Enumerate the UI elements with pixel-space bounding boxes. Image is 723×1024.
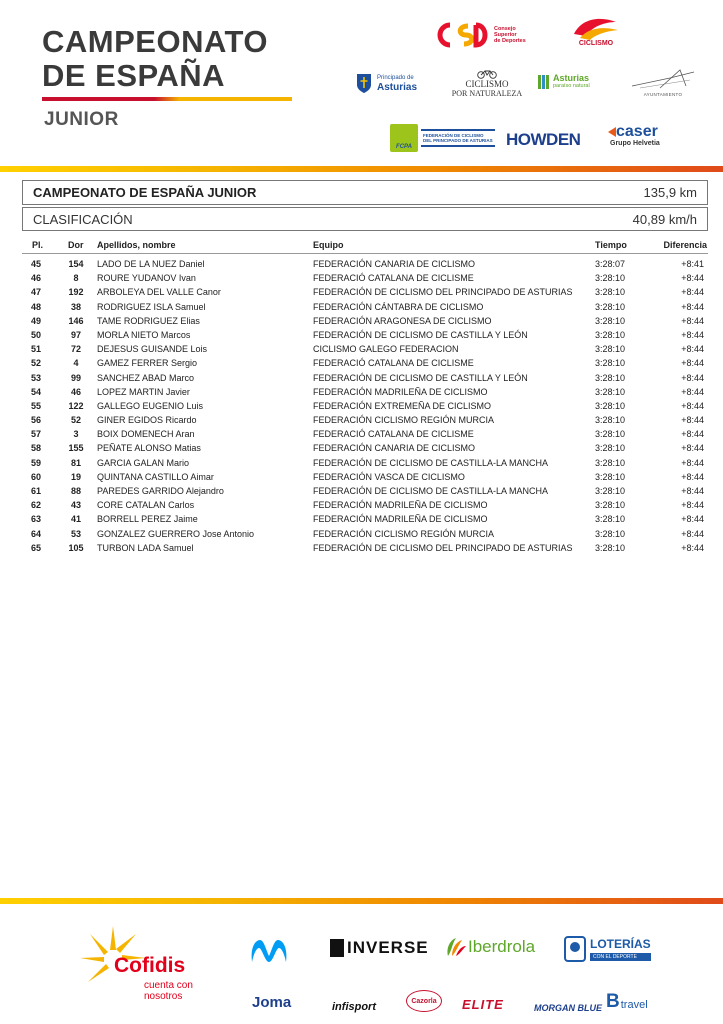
cell-name: GALLEGO EUGENIO Luis — [97, 400, 204, 411]
cell-diff: +8:44 — [681, 528, 704, 539]
cell-team: FEDERACIÓN CANARIA DE CICLISMO — [313, 259, 476, 269]
cell-pl: 63 — [30, 514, 41, 525]
cell-pl: 57 — [30, 429, 41, 440]
asturias-pn-text-2: paraíso natural — [553, 83, 590, 89]
header-team: Equipo — [313, 240, 344, 250]
cell-time: 3:28:10 — [595, 443, 626, 454]
cell-dor: 99 — [70, 372, 81, 383]
cell-dor: 38 — [70, 301, 81, 312]
iberdrola-text: Iberdrola — [468, 937, 536, 956]
title-underline — [42, 97, 292, 101]
cell-name: PAREDES GARRIDO Alejandro — [97, 486, 224, 496]
loterias-text-1: LOTERÍAS — [590, 936, 651, 951]
loterias-logo — [564, 936, 651, 962]
fcpa-text-1: FEDERACIÓN DE CICLISMO — [423, 133, 484, 138]
caser-arrow-icon — [608, 127, 616, 137]
cell-team: FEDERACIÓN EXTREMEÑA DE CICLISMO — [313, 400, 492, 411]
page-title-line2: DE ESPAÑA — [42, 58, 226, 93]
asturias-text-1: Principado de — [377, 75, 414, 81]
cell-time: 3:28:10 — [595, 400, 626, 411]
cell-dor: 122 — [68, 400, 84, 411]
cell-diff: +8:44 — [681, 500, 704, 511]
cazorla-logo — [406, 990, 442, 1012]
cell-dor: 53 — [70, 528, 81, 539]
morgan-blue-logo — [534, 998, 602, 1016]
race-distance: 135,9 km — [643, 185, 697, 200]
cell-diff: +8:44 — [681, 429, 704, 440]
csd-mark-icon — [434, 20, 490, 50]
cell-time: 3:28:10 — [595, 542, 626, 553]
race-name: CAMPEONATO DE ESPAÑA JUNIOR — [33, 185, 257, 200]
footer-color-band — [0, 898, 723, 904]
cell-diff: +8:44 — [681, 315, 704, 326]
fcpa-badge-icon — [390, 124, 418, 152]
cell-dor: 46 — [70, 386, 81, 397]
cell-name: SANCHEZ ABAD Marco — [97, 372, 195, 383]
cell-diff: +8:44 — [681, 329, 704, 340]
cell-name: CORE CATALAN Carlos — [97, 500, 195, 511]
btravel-text: travel — [620, 999, 648, 1011]
cofidis-tagline-2: nosotros — [144, 991, 183, 1002]
cell-pl: 49 — [30, 315, 41, 326]
cell-name: LADO DE LA NUEZ Daniel — [97, 259, 205, 269]
cell-pl: 60 — [30, 471, 41, 482]
average-speed: 40,89 km/h — [632, 211, 697, 227]
asturias-pn-bars-icon — [538, 75, 549, 89]
cell-dor: 105 — [68, 542, 84, 553]
table-row — [22, 441, 708, 455]
fcpa-text-2: DEL PRINCIPADO DE ASTURIAS — [423, 138, 493, 143]
cell-pl: 64 — [30, 528, 41, 539]
cell-team: FEDERACIÓN CÁNTABRA DE CICLISMO — [313, 301, 484, 312]
cell-pl: 45 — [30, 259, 41, 269]
table-row — [22, 257, 708, 271]
cell-diff: +8:44 — [681, 457, 704, 468]
cell-diff: +8:44 — [681, 471, 704, 482]
cell-time: 3:28:10 — [595, 315, 626, 326]
inverse-logo — [330, 938, 429, 958]
cofidis-text: Cofidis — [114, 954, 186, 977]
cell-time: 3:28:10 — [595, 344, 626, 355]
btravel-logo — [606, 992, 648, 1011]
table-row — [22, 342, 708, 356]
results-table-header — [22, 240, 708, 254]
cofidis-tagline-1: cuenta con — [144, 980, 193, 991]
cell-name: TAME RODRIGUEZ Elias — [97, 315, 200, 326]
cell-time: 3:28:10 — [595, 429, 626, 440]
cell-name: LOPEZ MARTIN Javier — [97, 386, 190, 397]
table-row — [22, 399, 708, 413]
cell-team: FEDERACIÓN DE CICLISMO DE CASTILLA Y LEÓN — [313, 329, 528, 340]
cell-name: GARCIA GALAN Mario — [97, 457, 190, 468]
cell-time: 3:28:10 — [595, 287, 626, 298]
cell-name: BORRELL PEREZ Jaime — [97, 514, 198, 525]
csd-text-3: de Deportes — [494, 38, 526, 44]
cell-time: 3:28:10 — [595, 301, 626, 312]
cell-diff: +8:44 — [681, 415, 704, 426]
cell-dor: 41 — [70, 514, 81, 525]
cell-diff: +8:41 — [681, 259, 704, 269]
cofidis-logo — [78, 924, 228, 1014]
cell-name: ROURE YUDANOV Ivan — [97, 273, 196, 284]
rfec-wings-icon — [570, 14, 622, 42]
table-row — [22, 512, 708, 526]
cell-time: 3:28:10 — [595, 372, 626, 383]
classification-info-box — [22, 207, 708, 231]
cell-team: FEDERACIÓN DE CICLISMO DE CASTILLA Y LEÓN — [313, 372, 528, 383]
movistar-m-icon — [248, 936, 290, 966]
cell-diff: +8:44 — [681, 358, 704, 369]
table-row — [22, 527, 708, 541]
cell-dor: 97 — [70, 329, 81, 340]
cell-team: FEDERACIÓ CATALANA DE CICLISME — [313, 429, 474, 440]
cell-dor: 192 — [68, 287, 84, 298]
table-row — [22, 385, 708, 399]
cell-name: DEJESUS GUISANDE Lois — [97, 344, 208, 355]
cell-team: FEDERACIÓN MADRILEÑA DE CICLISMO — [313, 386, 488, 397]
cell-dor: 19 — [70, 471, 81, 482]
morgan-blue-text: MORGAN BLUE — [534, 1003, 602, 1013]
cell-dor: 155 — [68, 443, 84, 454]
ciclismo-text-2: POR NATURALEZA — [451, 89, 523, 98]
cell-time: 3:28:10 — [595, 386, 626, 397]
caser-text: caser — [616, 123, 658, 140]
table-row — [22, 356, 708, 370]
cell-team: FEDERACIÓN CANARIA DE CICLISMO — [313, 443, 476, 454]
cell-diff: +8:44 — [681, 542, 704, 553]
elite-text: ELITE — [462, 997, 504, 1012]
joma-logo — [252, 994, 291, 1012]
csd-text-2: Superior — [494, 32, 517, 38]
iberdrola-logo — [444, 936, 535, 958]
cell-time: 3:28:10 — [595, 329, 626, 340]
cell-dor: 146 — [68, 315, 84, 326]
fcpa-logo — [390, 124, 495, 152]
cell-pl: 51 — [30, 344, 41, 355]
cell-pl: 59 — [30, 457, 41, 468]
cell-dor: 81 — [70, 457, 81, 468]
table-row — [22, 314, 708, 328]
infisport-logo — [332, 997, 376, 1015]
cell-name: GINER EGIDOS Ricardo — [97, 415, 197, 426]
cell-time: 3:28:10 — [595, 457, 626, 468]
cell-name: MORLA NIETO Marcos — [97, 329, 191, 340]
cell-team: FEDERACIÓN CICLISMO REGIÓN MURCIA — [313, 415, 495, 426]
cell-dor: 88 — [70, 486, 81, 496]
header-dor: Dor — [68, 240, 84, 250]
aviles-text: AYUNTAMIENTO — [643, 92, 683, 97]
header-color-band — [0, 166, 723, 172]
aviles-logo — [628, 66, 698, 97]
cell-team: FEDERACIÓ CATALANA DE CICLISME — [313, 273, 474, 284]
cell-pl: 65 — [30, 542, 41, 553]
aviles-mark-icon — [630, 66, 696, 92]
howden-logo — [506, 130, 580, 150]
page-title: CAMPEONATO — [42, 24, 269, 59]
cell-time: 3:28:10 — [595, 415, 626, 426]
table-row — [22, 271, 708, 285]
iberdrola-leaves-icon — [444, 936, 466, 958]
cell-diff: +8:44 — [681, 287, 704, 298]
table-row — [22, 427, 708, 441]
cell-diff: +8:44 — [681, 372, 704, 383]
cell-dor: 43 — [70, 500, 81, 511]
cell-name: QUINTANA CASTILLO Aimar — [97, 471, 214, 482]
bicycle-icon — [477, 70, 497, 79]
cell-team: CICLISMO GALEGO FEDERACION — [313, 344, 459, 355]
cell-pl: 50 — [30, 329, 41, 340]
ciclismo-naturaleza-logo — [446, 70, 528, 98]
cell-team: FEDERACIÓN MADRILEÑA DE CICLISMO — [313, 514, 488, 525]
cell-pl: 47 — [30, 287, 41, 298]
caser-logo — [608, 124, 660, 147]
cell-dor: 52 — [70, 415, 81, 426]
cell-pl: 54 — [30, 386, 41, 397]
cell-dor: 3 — [73, 429, 79, 440]
header-pl: Pl. — [32, 240, 44, 250]
table-row — [22, 328, 708, 342]
cell-time: 3:28:10 — [595, 500, 626, 511]
caser-subtext: Grupo Helvetia — [610, 140, 660, 147]
cell-team: FEDERACIÓN VASCA DE CICLISMO — [313, 471, 465, 482]
btravel-b-icon: B — [606, 991, 620, 1012]
table-row — [22, 371, 708, 385]
cell-time: 3:28:10 — [595, 486, 626, 496]
cell-diff: +8:44 — [681, 443, 704, 454]
cell-name: ARBOLEYA DEL VALLE Canor — [97, 287, 221, 298]
table-row — [22, 484, 708, 498]
cell-team: FEDERACIÓN DE CICLISMO DEL PRINCIPADO DE ASTURIAS — [313, 287, 573, 298]
cell-team: FEDERACIÓ CATALANA DE CICLISME — [313, 358, 474, 369]
page-subtitle: JUNIOR — [44, 109, 119, 130]
cell-pl: 58 — [30, 443, 41, 454]
cell-diff: +8:44 — [681, 386, 704, 397]
cell-time: 3:28:10 — [595, 514, 626, 525]
cell-dor: 8 — [73, 273, 79, 284]
loterias-text-2: CON EL DEPORTE — [590, 953, 651, 961]
table-row — [22, 498, 708, 512]
asturias-logo — [356, 72, 417, 94]
cell-diff: +8:44 — [681, 400, 704, 411]
race-info-box — [22, 180, 708, 205]
cell-name: GAMEZ FERRER Sergio — [97, 358, 198, 369]
header-diff: Diferencia — [663, 240, 707, 250]
ciclismo-text-1: CICLISMO — [465, 79, 509, 89]
asturias-paraiso-logo — [538, 74, 590, 90]
movistar-logo — [248, 936, 290, 971]
loterias-emblem-icon — [564, 936, 586, 962]
table-row — [22, 300, 708, 314]
cazorla-text: Cazorla — [411, 997, 437, 1005]
howden-text: HOWDEN — [506, 130, 581, 149]
cell-dor: 72 — [70, 344, 81, 355]
header-name: Apellidos, nombre — [97, 240, 176, 250]
cell-team: FEDERACIÓN CICLISMO REGIÓN MURCIA — [313, 528, 495, 539]
cell-diff: +8:44 — [681, 486, 704, 496]
cell-team: FEDERACIÓN DE CICLISMO DE CASTILLA-LA MANCHA — [313, 486, 549, 496]
cell-name: BOIX DOMENECH Aran — [97, 429, 195, 440]
cell-name: GONZALEZ GUERRERO Jose Antonio — [97, 528, 255, 539]
rfec-text: CICLISMO — [578, 40, 614, 47]
cell-pl: 48 — [30, 301, 41, 312]
cell-pl: 53 — [30, 372, 41, 383]
inverse-text: INVERSE — [347, 938, 429, 957]
cell-time: 3:28:10 — [595, 358, 626, 369]
cell-team: FEDERACIÓN DE CICLISMO DEL PRINCIPADO DE ASTURIAS — [313, 542, 573, 553]
cell-pl: 46 — [30, 273, 41, 284]
cazorla-badge — [406, 990, 442, 1012]
header-time: Tiempo — [595, 240, 627, 250]
cell-time: 3:28:10 — [595, 273, 626, 284]
table-row — [22, 285, 708, 299]
cell-pl: 62 — [30, 500, 41, 511]
rfec-logo — [568, 14, 624, 47]
cell-diff: +8:44 — [681, 344, 704, 355]
cell-team: FEDERACIÓN DE CICLISMO DE CASTILLA-LA MANCHA — [313, 457, 549, 468]
cell-name: PEÑATE ALONSO Matias — [97, 443, 201, 454]
classification-label: CLASIFICACIÓN — [33, 211, 133, 227]
cell-team: FEDERACIÓN MADRILEÑA DE CICLISMO — [313, 500, 488, 511]
cell-diff: +8:44 — [681, 273, 704, 284]
cell-time: 3:28:10 — [595, 528, 626, 539]
table-row — [22, 541, 708, 555]
cell-pl: 55 — [30, 400, 41, 411]
cell-pl: 61 — [30, 486, 41, 496]
table-row — [22, 413, 708, 427]
csd-text-1: Consejo — [494, 26, 516, 32]
asturias-text-2: Asturias — [377, 82, 418, 93]
cell-time: 3:28:07 — [595, 259, 626, 269]
cell-pl: 56 — [30, 415, 41, 426]
table-row — [22, 470, 708, 484]
results-table-body — [22, 257, 708, 555]
elite-logo — [462, 996, 504, 1014]
joma-text: Joma — [252, 994, 292, 1011]
table-row — [22, 456, 708, 470]
asturias-pn-text-1: Asturias — [553, 73, 590, 83]
inverse-mark-icon — [330, 939, 344, 957]
cell-dor: 154 — [68, 259, 84, 269]
cell-name: RODRIGUEZ ISLA Samuel — [97, 301, 206, 312]
infisport-text: infisport — [332, 1001, 376, 1013]
cell-pl: 52 — [30, 358, 41, 369]
csd-logo — [434, 20, 526, 50]
cell-diff: +8:44 — [681, 301, 704, 312]
cell-name: TURBON LADA Samuel — [97, 542, 194, 553]
asturias-shield-icon — [356, 72, 372, 94]
cell-time: 3:28:10 — [595, 471, 626, 482]
cell-team: FEDERACIÓN ARAGONESA DE CICLISMO — [313, 315, 492, 326]
fcpa-badge-text: FCPA — [396, 144, 412, 150]
cell-diff: +8:44 — [681, 514, 704, 525]
cell-dor: 4 — [73, 358, 79, 369]
